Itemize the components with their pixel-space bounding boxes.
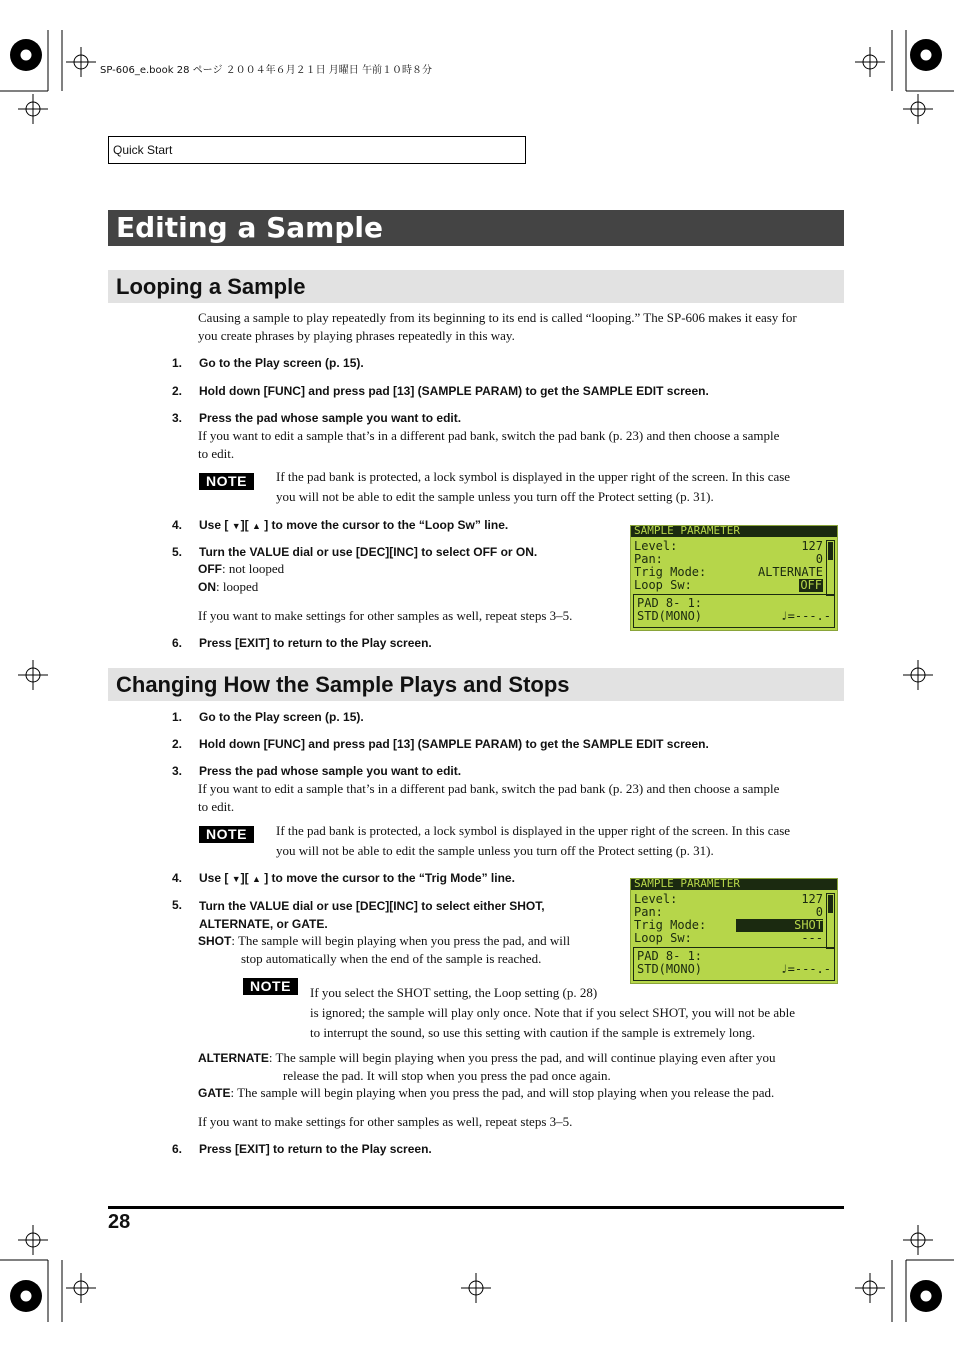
lcd-screen [630,525,838,631]
step-number: 3. [172,764,183,778]
step-text [199,897,545,933]
lcd-title-bar [631,526,837,537]
step-text: Press [EXIT] to return to the Play screen. [199,1142,432,1156]
text-fragment: ] to move the cursor to the “Loop Sw” line. [264,518,509,532]
note-badge: NOTE [199,826,254,843]
text-line: to interrupt the sound, so use this setting with caution if the sample is extremely long. [310,1025,756,1040]
lcd-value-selected: OFF [800,578,822,592]
section-title: Looping a Sample [116,274,306,299]
step-text: Press the pad whose sample you want to edit. [199,411,462,425]
file-header: SP-606_e.book 28 ページ ２００４年６月２１日 月曜日 午前１０時８分 [100,65,432,76]
lcd-title: SAMPLE PARAMETER [634,878,740,890]
text-fragment: ][ [240,518,249,532]
lcd-tempo: ♩=---.- [780,609,831,623]
option-term: ON [198,580,216,594]
section-heading-looping [108,270,844,303]
lcd-pad-line: PAD 8- 1: [637,949,703,963]
text-line: you will not be able to edit the sample unless you turn off the Protect setting (p. 31). [276,843,714,858]
option-desc: : The sample will begin playing when you press the pad, and will continue playing even after you [268,1050,776,1065]
text-fragment: Use [ [199,518,229,532]
step-number: 6. [172,1142,183,1156]
option-off [198,560,284,578]
text-fragment: ] to move the cursor to the “Trig Mode” line. [264,871,515,885]
section-title: Changing How the Sample Plays and Stops [116,672,570,697]
text-line: you will not be able to edit the sample unless you turn off the Protect setting (p. 31). [276,489,714,504]
step-number: 4. [172,518,183,532]
step-number: 5. [172,898,183,912]
repeat-text: If you want to make settings for other samples as well, repeat steps 3–5. [198,1114,573,1129]
lcd-label: Loop Sw: [634,578,692,592]
text-line: Turn the VALUE dial or use [DEC][INC] to select either SHOT, [199,899,545,913]
step-text: Go to the Play screen (p. 15). [199,710,364,724]
chapter-title: Editing a Sample [116,211,383,244]
step-number: 5. [172,545,183,559]
lcd-pad-line: PAD 8- 1: [637,596,703,610]
text-line: to edit. [198,446,235,461]
lcd-tempo: ♩=---.- [780,962,831,976]
running-header-label: Quick Start [113,143,173,157]
lcd-value: 0 [815,905,823,919]
step-number: 1. [172,710,183,724]
option-desc: : The sample will begin playing when you press the pad, and will [231,933,571,948]
lcd-title-bar [631,879,837,890]
footer-rule [108,1206,844,1209]
option-term: SHOT [198,934,232,948]
lcd-label: Pan: [634,905,663,919]
text-line: If you select the SHOT setting, the Loop setting (p. 28) [310,985,598,1000]
note-badge: NOTE [199,473,254,490]
text-line: If the pad bank is protected, a lock symbol is displayed in the upper right of the screen. In this case [276,823,791,838]
step-number: 1. [172,356,183,370]
repeat-text: If you want to make settings for other samples as well, repeat steps 3–5. [198,608,573,623]
section-heading-plays-stops [108,668,844,701]
lcd-screen [630,878,838,984]
step-number: 2. [172,384,183,398]
option-shot [198,932,570,968]
option-desc: : The sample will begin playing when you press the pad, and will stop playing when you release the pad. [230,1085,775,1100]
option-desc-cont: release the pad. It will stop when you press the pad once again. [283,1068,611,1083]
text-line: Causing a sample to play repeatedly from its beginning to its end is called “looping.” The SP-606 makes it easy for [198,310,797,325]
option-desc: : looped [216,579,259,594]
lcd-label: Level: [634,539,678,553]
lcd-label: Pan: [634,552,663,566]
text-line: you create phrases by playing phrases repeatedly in this way. [198,328,515,343]
text-fragment: Use [ [199,871,229,885]
note-text [276,467,790,507]
running-header [108,136,526,164]
option-desc: : not looped [222,561,285,576]
chapter-title-bar [108,210,844,246]
step-text: Press [EXIT] to return to the Play screen. [199,636,432,650]
lcd-value: 127 [801,892,823,906]
step-text [199,871,515,885]
lcd-label: Trig Mode: [634,565,707,579]
lcd-pad-box [633,947,835,981]
lcd-std-line: STD(MONO) [637,609,703,623]
lcd-pad-box [633,594,835,628]
lcd-value: 0 [815,552,823,566]
lcd-value: 127 [801,539,823,553]
option-gate [198,1084,774,1102]
lcd-scrollbar [826,540,835,596]
lcd-scrollbar [826,893,835,949]
step-3-body [198,427,779,463]
text-line: to edit. [198,799,235,814]
text-line: is ignored; the sample will play only once. Note that if you select SHOT, you will not be able [310,1005,795,1020]
option-term: ALTERNATE [198,1051,269,1065]
lcd-label: Trig Mode: [634,918,707,932]
note-text [276,821,790,861]
lcd-label: Loop Sw: [634,931,692,945]
text-line: If you want to edit a sample that’s in a different pad bank, switch the pad bank (p. 23) and then choose a sample [198,781,780,796]
note-badge: NOTE [243,978,298,995]
up-arrow-icon: ▲ [251,874,261,884]
up-arrow-icon: ▲ [251,521,261,531]
note-text [310,983,795,1043]
step-text: Press the pad whose sample you want to edit. [199,764,462,778]
text-line: ALTERNATE, or GATE. [199,917,328,931]
step-number: 6. [172,636,183,650]
option-desc-cont: stop automatically when the end of the sample is reached. [241,951,542,966]
text-fragment: ][ [240,871,249,885]
lcd-label: Level: [634,892,678,906]
step-number: 3. [172,411,183,425]
step-text: Go to the Play screen (p. 15). [199,356,364,370]
lcd-value-selected: SHOT [736,919,823,932]
text-line: If the pad bank is protected, a lock symbol is displayed in the upper right of the screen. In this case [276,469,791,484]
option-on [198,578,258,596]
step-text: Hold down [FUNC] and press pad [13] (SAMPLE PARAM) to get the SAMPLE EDIT screen. [199,384,709,398]
option-term: OFF [198,562,222,576]
page-number: 28 [108,1211,131,1233]
intro-paragraph [198,309,844,345]
step-text [199,518,508,532]
lcd-title: SAMPLE PARAMETER [634,525,740,537]
text-line: If you want to edit a sample that’s in a different pad bank, switch the pad bank (p. 23) and then choose a sample [198,428,780,443]
step-text: Hold down [FUNC] and press pad [13] (SAMPLE PARAM) to get the SAMPLE EDIT screen. [199,737,709,751]
option-term: GATE [198,1086,231,1100]
step-text: Turn the VALUE dial or use [DEC][INC] to select OFF or ON. [199,545,538,559]
lcd-std-line: STD(MONO) [637,962,703,976]
down-arrow-icon: ▼ [231,521,241,531]
step-number: 4. [172,871,183,885]
lcd-value: ALTERNATE [757,565,823,579]
step-3-body [198,780,779,816]
option-alternate [198,1049,776,1085]
step-number: 2. [172,737,183,751]
lcd-value: --- [801,931,823,945]
down-arrow-icon: ▼ [231,874,241,884]
